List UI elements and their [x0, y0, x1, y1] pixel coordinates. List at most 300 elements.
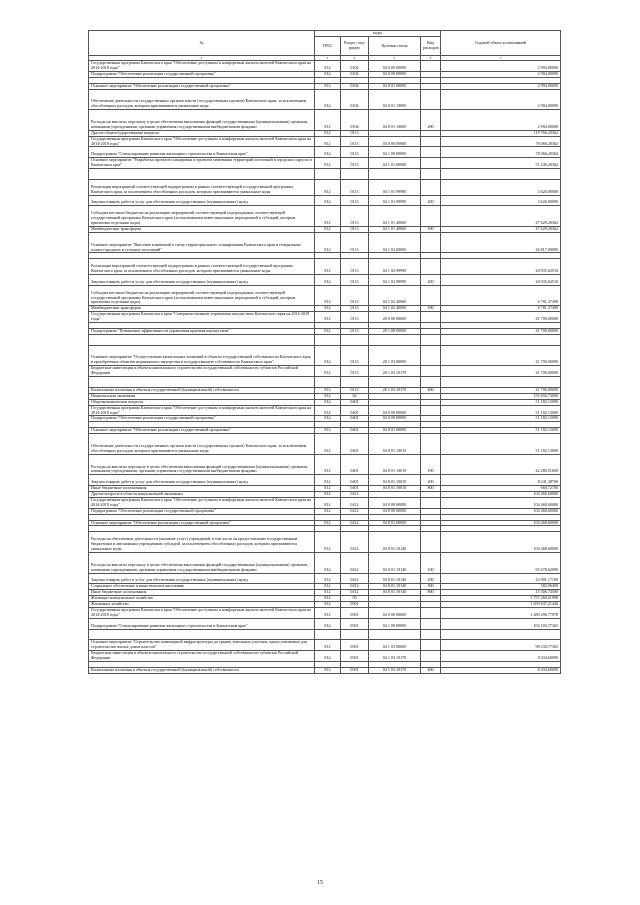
row-amount: 78 066,20362 — [441, 136, 561, 147]
table-row — [89, 532, 561, 553]
row-razdel: 0501 — [341, 602, 369, 608]
row-vid: 200 — [421, 110, 441, 131]
row-name: Бюджетные инвестиции в объекты капитального строительства государственной собственности субъектов Российской Федерации — [89, 651, 315, 662]
table-row — [89, 345, 561, 366]
header-amount: Годовой объем ассигнований — [441, 31, 561, 56]
row-grbs: 812 — [315, 195, 341, 206]
row-razdel — [341, 377, 369, 388]
row-grbs: 812 — [315, 71, 341, 77]
row-name — [89, 169, 315, 180]
row-name: Расходы на выплаты персоналу в целях обеспечения выполнения функций государственными (муниципальными) органами, казенными учреждениями, органами управления государственными внебюджетными фондами — [89, 552, 315, 573]
row-amount: 1 757 269,01996 — [441, 596, 561, 602]
row-razdel: 0113 — [341, 136, 369, 147]
row-vid — [421, 607, 441, 618]
row-target: 04 8 01 10010 — [369, 454, 421, 475]
row-vid: 100 — [421, 552, 441, 573]
row-razdel: 04 — [341, 393, 369, 399]
row-grbs: 812 — [315, 158, 341, 169]
row-razdel: 0412 — [341, 508, 369, 514]
row-grbs: 812 — [315, 130, 341, 136]
row-amount: 1 659 637,21446 — [441, 602, 561, 608]
table-row — [89, 285, 561, 306]
row-razdel: 0104 — [341, 71, 369, 77]
row-razdel: 0113 — [341, 306, 369, 312]
row-amount: 104 468,60000 — [441, 508, 561, 514]
row-razdel: 0401 — [341, 405, 369, 416]
table-row — [89, 377, 561, 388]
colnum-4: 4 — [341, 56, 369, 61]
row-amount: 104 468,60000 — [441, 532, 561, 553]
row-grbs: 812 — [315, 416, 341, 422]
row-razdel: 0113 — [341, 206, 369, 227]
row-target: 04 8 01 10010 — [369, 434, 421, 455]
row-razdel: 0104 — [341, 83, 369, 89]
row-name — [89, 377, 315, 388]
row-vid — [421, 232, 441, 253]
row-target: 04 1 01 99990 — [369, 179, 421, 195]
table-row — [89, 405, 561, 416]
table-row — [89, 607, 561, 618]
row-vid: 200 — [421, 274, 441, 285]
row-amount — [441, 169, 561, 180]
row-razdel: 0104 — [341, 110, 369, 131]
table-body — [89, 61, 561, 674]
row-amount: 6 781,37490 — [441, 285, 561, 306]
row-name: Другие вопросы в области национальной экономики — [89, 492, 315, 498]
table-row — [89, 259, 561, 275]
row-target: 04 8 01 10000 — [369, 89, 421, 110]
row-grbs: 812 — [315, 405, 341, 416]
table-row — [89, 497, 561, 508]
row-name: Основное мероприятие "Обеспечение реализации государственной программы" — [89, 83, 315, 89]
row-name: Межбюджетные трансферты — [89, 226, 315, 232]
row-razdel — [341, 629, 369, 640]
table-row — [89, 89, 561, 110]
row-razdel: 0412 — [341, 552, 369, 573]
row-name: Межбюджетные трансферты — [89, 306, 315, 312]
row-razdel: 0113 — [341, 226, 369, 232]
row-grbs: 812 — [315, 428, 341, 434]
row-grbs: 812 — [315, 328, 341, 334]
row-grbs: 812 — [315, 226, 341, 232]
table-row — [89, 334, 561, 345]
row-grbs: 812 — [315, 651, 341, 662]
row-razdel — [341, 334, 369, 345]
table-row — [89, 640, 561, 651]
row-name: Закупка товаров, работ и услуг для обеспечения государственных (муниципальных) нужд — [89, 573, 315, 584]
row-name: Национальная экономика — [89, 393, 315, 399]
colnum-6: 6 — [421, 56, 441, 61]
table-row — [89, 61, 561, 72]
header-vid: Вид расходов — [421, 37, 441, 56]
table-row — [89, 573, 561, 584]
table-row — [89, 667, 561, 673]
row-vid — [421, 377, 441, 388]
row-vid — [421, 89, 441, 110]
row-name: Реализация мероприятий соответствующей подпрограммы в рамках соответствующей государственной программы Камчатского края, за исключением обособленных расходов, которым присваиваются уникальные коды — [89, 179, 315, 195]
row-razdel: 0104 — [341, 89, 369, 110]
row-grbs: 812 — [315, 285, 341, 306]
row-name: Бюджетные инвестиции в объекты капитального строительства государственной собственности субъектов Российской Федерации — [89, 366, 315, 377]
row-vid: 200 — [421, 573, 441, 584]
row-target: 04 1 03 10170 — [369, 651, 421, 662]
row-amount: 41 700,00000 — [441, 366, 561, 377]
colnum-7: 7 — [441, 56, 561, 61]
table-row — [89, 158, 561, 169]
row-vid — [421, 169, 441, 180]
row-target: 04 8 01 10000 — [369, 110, 421, 131]
row-name: Подпрограмма "Обеспечение реализации государственной программы" — [89, 416, 315, 422]
row-target: 04 8 01 00000 — [369, 428, 421, 434]
table-row — [89, 274, 561, 285]
row-amount: 2 994,00000 — [441, 83, 561, 89]
row-grbs: 812 — [315, 602, 341, 608]
row-name: Подпрограмма "Повышение эффективности управления краевым имуществом" — [89, 328, 315, 334]
row-razdel — [341, 169, 369, 180]
row-razdel: 0113 — [341, 147, 369, 158]
row-razdel: 0401 — [341, 475, 369, 486]
row-amount: 41 700,00000 — [441, 312, 561, 323]
row-target: 04 0 00 00000 — [369, 136, 421, 147]
row-target: 04 8 01 10140 — [369, 573, 421, 584]
row-amount: 102 103,77365 — [441, 618, 561, 629]
row-vid — [421, 405, 441, 416]
table-row — [89, 206, 561, 227]
row-grbs — [315, 334, 341, 345]
row-name: Расходы на выплаты персоналу в целях обеспечения выполнения функций государственными (муниципальными) органами, казенными учреждениями, органами управления государственными внебюджетными фондами — [89, 454, 315, 475]
row-grbs: 812 — [315, 61, 341, 72]
row-target: 04 0 00 00000 — [369, 607, 421, 618]
row-amount: 582,06400 — [441, 584, 561, 590]
row-amount: 660,72700 — [441, 486, 561, 492]
row-amount: 41 700,00000 — [441, 345, 561, 366]
row-vid — [421, 629, 441, 640]
row-razdel: 0412 — [341, 532, 369, 553]
row-name: Закупка товаров, работ и услуг для обеспечения государственных (муниципальных) нужд — [89, 195, 315, 206]
row-grbs: 812 — [315, 618, 341, 629]
row-razdel: 0113 — [341, 179, 369, 195]
row-razdel: 0501 — [341, 640, 369, 651]
row-grbs: 812 — [315, 475, 341, 486]
row-name — [89, 629, 315, 640]
row-razdel: 0412 — [341, 492, 369, 498]
row-grbs: 812 — [315, 274, 341, 285]
row-vid — [421, 206, 441, 227]
row-grbs: 812 — [315, 590, 341, 596]
row-amount: 20 035,62510 — [441, 274, 561, 285]
row-target: 04 1 01 40060 — [369, 206, 421, 227]
row-razdel: 0113 — [341, 259, 369, 275]
table-row — [89, 169, 561, 180]
row-amount: 8 241,38700 — [441, 475, 561, 486]
row-name: Капитальные вложения в объекты государственной (муниципальной) собственности — [89, 387, 315, 393]
row-target — [369, 629, 421, 640]
row-razdel: 0401 — [341, 434, 369, 455]
row-name: Расходы на выплаты персоналу в целях обеспечения выполнения функций государственными (муниципальными) органами, казенными учреждениями, органами управления государственными внебюджетными фондами — [89, 110, 315, 131]
row-name: Капитальные вложения в объекты государственной (муниципальной) собственности — [89, 667, 315, 673]
row-grbs: 812 — [315, 393, 341, 399]
row-target: 04 8 01 10140 — [369, 552, 421, 573]
row-amount: 51 249,20362 — [441, 158, 561, 169]
row-target: 04 0 00 00000 — [369, 61, 421, 72]
row-amount: 78 066,20362 — [441, 147, 561, 158]
row-amount — [441, 629, 561, 640]
row-name: Государственная программа Камчатского края "Обеспечение доступным и комфортным жильем жителей Камчатского края на 2014-2018 годы" — [89, 607, 315, 618]
row-name: Государственная программа Камчатского края "Обеспечение доступным и комфортным жильем жителей Камчатского края на 2014-2018 годы" — [89, 497, 315, 508]
table-row — [89, 366, 561, 377]
row-razdel: 0113 — [341, 195, 369, 206]
row-razdel: 0412 — [341, 573, 369, 584]
row-razdel: 0113 — [341, 328, 369, 334]
row-amount: 51 182,13000 — [441, 428, 561, 434]
row-amount: 104 468,60000 — [441, 497, 561, 508]
row-razdel: 0104 — [341, 61, 369, 72]
row-razdel: 0412 — [341, 584, 369, 590]
row-name — [89, 334, 315, 345]
row-vid — [421, 651, 441, 662]
table-row — [89, 475, 561, 486]
row-vid — [421, 179, 441, 195]
row-grbs: 812 — [315, 179, 341, 195]
row-vid — [421, 147, 441, 158]
row-target: 04 8 01 00000 — [369, 520, 421, 526]
row-vid — [421, 61, 441, 72]
row-amount: 20 035,62510 — [441, 259, 561, 275]
row-grbs: 812 — [315, 206, 341, 227]
row-grbs: 812 — [315, 508, 341, 514]
table-row — [89, 110, 561, 131]
row-target: 04 8 01 10140 — [369, 590, 421, 596]
row-target: 04 1 03 10170 — [369, 667, 421, 673]
row-amount: 3 620,00000 — [441, 195, 561, 206]
row-razdel: 0113 — [341, 274, 369, 285]
row-vid — [421, 345, 441, 366]
row-grbs: 812 — [315, 312, 341, 323]
table-row — [89, 552, 561, 573]
row-target — [369, 334, 421, 345]
table-row — [89, 147, 561, 158]
row-name: Жилищное хозяйство — [89, 602, 315, 608]
row-target: 20 1 03 10170 — [369, 366, 421, 377]
row-amount: 26 817,00000 — [441, 232, 561, 253]
row-amount: 8 434,60000 — [441, 667, 561, 673]
table-row — [89, 312, 561, 323]
row-amount: 2 994,00000 — [441, 61, 561, 72]
row-amount: 104 468,60000 — [441, 520, 561, 526]
page-number: 15 — [317, 880, 323, 886]
row-vid: 500 — [421, 226, 441, 232]
row-amount: 42 280,01600 — [441, 454, 561, 475]
row-grbs: 812 — [315, 486, 341, 492]
row-name: Реализация мероприятий соответствующей подпрограммы в рамках соответствующей государственной программы Камчатского края, за исключением обособленных расходов, которым присваиваются уникальные коды — [89, 259, 315, 275]
colnum-5: 5 — [369, 56, 421, 61]
row-name: Закупка товаров, работ и услуг для обеспечения государственных (муниципальных) нужд — [89, 274, 315, 285]
header-target: Целевая статья — [369, 37, 421, 56]
row-target: 04 1 01 00000 — [369, 158, 421, 169]
row-name: Основное мероприятие "Осуществление капитальных вложений в объекты государственной собственности Камчатского края и приобретение объектов недвижимого имущества в государственную собственность Камчатского края" — [89, 345, 315, 366]
row-razdel: 0113 — [341, 345, 369, 366]
row-name: Закупка товаров, работ и услуг для обеспечения государственных (муниципальных) нужд — [89, 475, 315, 486]
row-razdel: 0113 — [341, 232, 369, 253]
row-name: Другие общегосударственные вопросы — [89, 130, 315, 136]
row-vid: 200 — [421, 475, 441, 486]
row-grbs: 812 — [315, 640, 341, 651]
row-amount: 98 230,77365 — [441, 640, 561, 651]
table-row — [89, 651, 561, 662]
row-target: 04 8 00 00000 — [369, 416, 421, 422]
row-name: Государственная программа Камчатского края "Обеспечение доступным и комфортным жильем жителей Камчатского края на 2014-2018 годы" — [89, 136, 315, 147]
row-grbs: 812 — [315, 532, 341, 553]
row-razdel: 0113 — [341, 130, 369, 136]
colnum-3: 3 — [315, 56, 341, 61]
row-name: Обеспечение деятельности государственных органов власти (государственных органов) Камчатского края, за исключением обособленных расходов, которым присваиваются уникальные коды — [89, 89, 315, 110]
row-vid: 200 — [421, 195, 441, 206]
row-target: 20 1 00 00000 — [369, 328, 421, 334]
row-vid: 100 — [421, 454, 441, 475]
table-row — [89, 179, 561, 195]
row-grbs: 812 — [315, 83, 341, 89]
row-name: Основное мероприятие "Внесение изменений в схему территориального планирования Камчатского края и генеральные планы городских и сельских поселений" — [89, 232, 315, 253]
row-vid — [421, 618, 441, 629]
row-razdel: 0113 — [341, 366, 369, 377]
row-name: Иные бюджетные ассигнования — [89, 590, 315, 596]
row-target — [369, 169, 421, 180]
row-grbs: 812 — [315, 492, 341, 498]
row-target: 04 8 01 10010 — [369, 475, 421, 486]
row-target: 04 1 02 40060 — [369, 285, 421, 306]
header-codes: коды — [315, 31, 441, 37]
row-razdel: 0113 — [341, 387, 369, 393]
row-grbs: 812 — [315, 232, 341, 253]
row-grbs: 812 — [315, 596, 341, 602]
row-name: Государственная программа Камчатского края "Обеспечение доступным и комфортным жильем жителей Камчатского края на 2014-2018 годы" — [89, 61, 315, 72]
row-amount: 22 901,17100 — [441, 573, 561, 584]
row-razdel: 0401 — [341, 486, 369, 492]
row-vid — [421, 259, 441, 275]
row-name: Государственная программа Камчатского края "Совершенствование управления имуществом Камчатского края на 2014-2018 годы" — [89, 312, 315, 323]
row-target: 04 1 02 99990 — [369, 274, 421, 285]
row-target: 20 1 03 10170 — [369, 387, 421, 393]
row-amount: 47 629,20362 — [441, 226, 561, 232]
row-grbs: 812 — [315, 497, 341, 508]
row-amount: 2 994,00000 — [441, 110, 561, 131]
row-razdel: 0412 — [341, 497, 369, 508]
row-amount: 51 182,13000 — [441, 405, 561, 416]
row-target: 04 8 01 10010 — [369, 486, 421, 492]
row-grbs: 812 — [315, 454, 341, 475]
row-grbs: 812 — [315, 399, 341, 405]
row-grbs: 812 — [315, 552, 341, 573]
row-vid: 800 — [421, 590, 441, 596]
row-vid: 400 — [421, 387, 441, 393]
row-name: Социальное обеспечение и иные выплаты населению — [89, 584, 315, 590]
row-vid — [421, 532, 441, 553]
row-target: 04 1 01 99990 — [369, 195, 421, 206]
row-vid — [421, 497, 441, 508]
row-razdel: 0501 — [341, 667, 369, 673]
row-amount: 41 700,00000 — [441, 328, 561, 334]
row-amount: 6 781,37490 — [441, 306, 561, 312]
row-vid — [421, 312, 441, 323]
row-vid — [421, 366, 441, 377]
row-name: Основное мероприятие "Обеспечение реализации государственной программы" — [89, 428, 315, 434]
row-target: 04 1 02 99990 — [369, 259, 421, 275]
row-name: Субсидия местным бюджетам на реализацию мероприятий соответствующей подпрограммы соответствующей государственной программы Камчатского края (за исключением инвестиционных мероприятий и субсидий, которым присвоены отдельные коды) — [89, 285, 315, 306]
row-target: 04 8 00 00000 — [369, 71, 421, 77]
row-name: Общеэкономические вопросы — [89, 399, 315, 405]
row-vid — [421, 640, 441, 651]
row-grbs: 812 — [315, 667, 341, 673]
table-row — [89, 434, 561, 455]
row-amount: 51 182,13000 — [441, 416, 561, 422]
row-razdel: 0113 — [341, 158, 369, 169]
row-target: 04 8 01 10140 — [369, 584, 421, 590]
row-vid: 300 — [421, 584, 441, 590]
row-target — [369, 377, 421, 388]
row-name: Подпрограмма "Обеспечение реализации государственной программы" — [89, 508, 315, 514]
row-target: 04 8 01 10140 — [369, 532, 421, 553]
row-grbs: 812 — [315, 607, 341, 618]
row-name: Иные бюджетные ассигнования — [89, 486, 315, 492]
table-row — [89, 136, 561, 147]
budget-table — [88, 30, 561, 674]
row-grbs — [315, 377, 341, 388]
row-name: Обеспечение деятельности государственных органов власти (государственных органов) Камчатского края, за исключением обособленных расходов, которым присваиваются уникальные коды — [89, 434, 315, 455]
row-amount: 65 678,62000 — [441, 552, 561, 573]
header-grbs: ГРБС — [315, 37, 341, 56]
row-grbs: 812 — [315, 434, 341, 455]
header-number: № — [89, 31, 315, 56]
row-grbs: 812 — [315, 345, 341, 366]
row-amount: 51 182,13000 — [441, 399, 561, 405]
table-row — [89, 195, 561, 206]
row-amount: 104 468,60000 — [441, 492, 561, 498]
row-name: Жилищно-коммунальное хозяйство — [89, 596, 315, 602]
row-razdel: 0501 — [341, 618, 369, 629]
row-target: 04 8 01 00000 — [369, 83, 421, 89]
row-vid — [421, 158, 441, 169]
row-amount: 3 620,00000 — [441, 179, 561, 195]
row-razdel: 0501 — [341, 651, 369, 662]
row-amount — [441, 334, 561, 345]
budget-sheet — [88, 30, 560, 674]
row-name: Основное мероприятие "Разработка проектов планировки и проектов межевания территорий поселений в городских округах в Камчатском крае" — [89, 158, 315, 169]
row-grbs: 812 — [315, 366, 341, 377]
table-row — [89, 618, 561, 629]
row-grbs: 812 — [315, 573, 341, 584]
row-target: 04 1 00 00000 — [369, 618, 421, 629]
row-razdel: 0401 — [341, 416, 369, 422]
row-razdel: 0412 — [341, 520, 369, 526]
row-razdel: 0113 — [341, 312, 369, 323]
row-amount: 51 182,13000 — [441, 434, 561, 455]
row-grbs — [315, 169, 341, 180]
row-amount: 1 489 296,77978 — [441, 607, 561, 618]
row-name: Расходы на обеспечение деятельности (оказание услуг) учреждений, в том числе на предоставление государственным бюджетным и автономным учреждениям субсидий, за исключением обособленных расходов, которым присваиваются уникальные коды — [89, 532, 315, 553]
row-grbs: 812 — [315, 136, 341, 147]
row-amount: 119 766,20362 — [441, 130, 561, 136]
row-grbs: 812 — [315, 306, 341, 312]
row-razdel: 0401 — [341, 399, 369, 405]
row-name: Основное мероприятие "Строительство инженерной инфраструктуры до границ земельных участков, предоставляемых для строительства жилых домов классов" — [89, 640, 315, 651]
row-target: 04 1 02 00000 — [369, 232, 421, 253]
row-razdel: 0401 — [341, 428, 369, 434]
table-row — [89, 232, 561, 253]
colnum-1: 2 — [89, 56, 315, 61]
row-target: 04 8 00 00000 — [369, 508, 421, 514]
row-grbs: 812 — [315, 147, 341, 158]
header-razdel: Раздел, под-раздел — [341, 37, 369, 56]
